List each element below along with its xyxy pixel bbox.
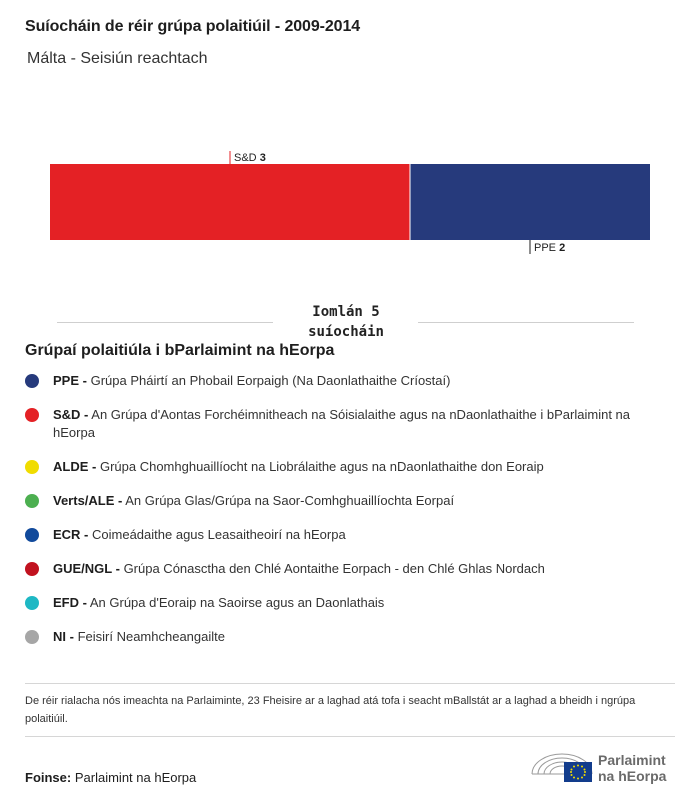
legend-item-verts-ale: [25, 492, 670, 510]
legend-item-ppe: [25, 372, 670, 390]
legend-desc: Grúpa Chomhghuaillíocht na Liobrálaithe agus na nDaonlathaithe don Eoraip: [99, 459, 544, 474]
source-text: Parlaimint na hEorpa: [74, 770, 197, 785]
legend-desc: An Grúpa d'Aontas Forchéimnitheach na Sóisialaithe agus na nDaonlathaithe i bParlaimint na hEorpa: [53, 407, 630, 440]
legend-dot-icon: [25, 408, 39, 422]
legend-dot-icon: [25, 460, 39, 474]
legend-item-gue-ngl: [25, 560, 670, 578]
chart-title: Suíocháin de réir grúpa polaitiúil - 2009-2014: [25, 18, 361, 35]
source-label: Foinse:: [25, 770, 72, 785]
bar-segment-sd: [50, 164, 410, 240]
footnote: De réir rialacha nós imeachta na Parlaiminte, 23 Fheisire ar a laghad atá tofa i seacht mBallstát ar a laghad a bheidh i ngrúpa polaitiúil.: [25, 695, 636, 725]
legend-desc: Grúpa Cónasctha den Chlé Aontaithe Eorpach - den Chlé Ghlas Nordach: [123, 561, 545, 576]
legend-desc: Coimeádaithe agus Leasaitheoirí na hEorpa: [92, 527, 346, 542]
legend-dot-icon: [25, 596, 39, 610]
legend-item-efd: [25, 594, 670, 612]
legend-abbr: ALDE -: [53, 459, 97, 474]
legend-abbr: PPE -: [53, 373, 87, 388]
legend-dot-icon: [25, 562, 39, 576]
chart-subtitle: Málta - Seisiún reachtach: [27, 50, 208, 67]
total-divider-right: [418, 322, 634, 323]
legend: [25, 372, 670, 662]
legend-desc: An Grúpa d'Eoraip na Saoirse agus an Daonlathais: [89, 595, 385, 610]
legend-item-ecr: [25, 526, 670, 544]
legend-item-sd: [25, 406, 670, 442]
legend-item-alde: [25, 458, 670, 476]
legend-abbr: EFD -: [53, 595, 87, 610]
footer-divider-bottom: [25, 736, 675, 737]
legend-dot-icon: [25, 494, 39, 508]
legend-desc: Grúpa Pháirtí an Phobail Eorpaigh (Na Daonlathaithe Críostaí): [90, 373, 451, 388]
legend-abbr: S&D -: [53, 407, 89, 422]
source-line: [25, 770, 196, 785]
total-divider-left: [57, 322, 273, 323]
legend-abbr: GUE/NGL -: [53, 561, 120, 576]
bar-label-ppe: PPE 2: [534, 242, 566, 254]
footer-divider-top: [25, 683, 675, 684]
bar-segment-ppe: [410, 164, 650, 240]
seat-bar-chart: [0, 140, 700, 270]
bar-label-sd: S&D 3: [234, 152, 266, 164]
legend-dot-icon: [25, 374, 39, 388]
legend-dot-icon: [25, 528, 39, 542]
legend-desc: An Grúpa Glas/Grúpa na Saor-Comhghuaillíochta Eorpaí: [125, 493, 455, 508]
total-seats-label: Iomlán 5 suíocháin: [308, 304, 384, 340]
legend-title: Grúpaí polaitiúla i bParlaimint na hEorpa: [25, 342, 335, 359]
legend-abbr: ECR -: [53, 527, 89, 542]
legend-desc: Feisirí Neamhcheangailte: [77, 629, 225, 644]
legend-abbr: Verts/ALE -: [53, 493, 123, 508]
logo-text: Parlaimint na hEorpa: [598, 752, 667, 784]
legend-dot-icon: [25, 630, 39, 644]
legend-item-ni: [25, 628, 670, 646]
legend-abbr: NI -: [53, 629, 74, 644]
